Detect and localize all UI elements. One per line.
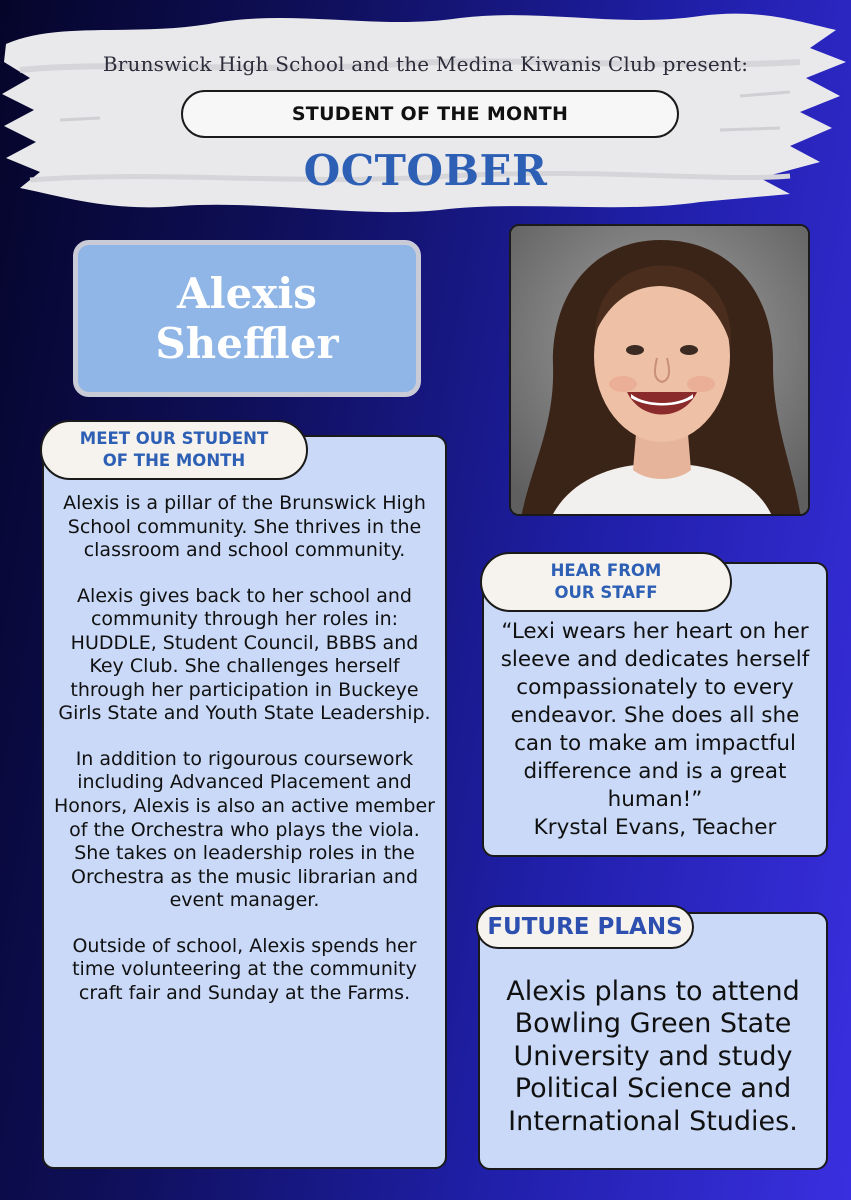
month-title: OCTOBER bbox=[303, 146, 548, 195]
staff-heading-line1: HEAR FROM bbox=[550, 560, 662, 580]
student-first-name: Alexis bbox=[177, 268, 317, 318]
award-title-pill: STUDENT OF THE MONTH bbox=[181, 90, 679, 138]
future-plans-text: Alexis plans to attend Bowling Green State University and study Political Science and International Studies. bbox=[506, 976, 800, 1137]
student-last-name: Sheffler bbox=[155, 318, 339, 368]
meet-paragraph-3: In addition to rigourous coursework including Advanced Placement and Honors, Alexis is also an active member of the Orchestra who plays the viola. She takes on leadership roles in the Orchestra as the music librarian and event manager. bbox=[54, 747, 435, 912]
presenter-line: Brunswick High School and the Medina Kiwanis Club present: bbox=[102, 52, 749, 76]
student-name-box bbox=[73, 240, 421, 397]
meet-heading-line2: OF THE MONTH bbox=[102, 451, 246, 470]
meet-paragraph-2: Alexis gives back to her school and community through her roles in: HUDDLE, Student Council, BBBS and Key Club. She challenges herself through her participation in Buckeye Girls State and Youth State Leadership. bbox=[58, 584, 431, 725]
meet-paragraph-1: Alexis is a pillar of the Brunswick High School community. She thrives in the classroom and school community. bbox=[63, 492, 426, 562]
portrait-illustration bbox=[511, 226, 810, 516]
staff-quote-text bbox=[490, 618, 820, 842]
meet-paragraph-4: Outside of school, Alexis spends her time volunteering at the community craft fair and Sunday at the Farms. bbox=[72, 934, 417, 1004]
student-photo bbox=[509, 224, 810, 516]
staff-heading bbox=[480, 552, 732, 612]
staff-heading-line2: OUR STAFF bbox=[554, 583, 658, 602]
staff-quote: “Lexi wears her heart on her sleeve and dedicates herself compassionately to every endeavor. She does all she can to make am impactful difference and is a great human!” bbox=[500, 619, 810, 812]
meet-student-heading bbox=[40, 420, 308, 480]
meet-heading-line1: MEET OUR STUDENT bbox=[79, 428, 269, 448]
future-plans-heading: FUTURE PLANS bbox=[476, 905, 694, 949]
meet-student-text bbox=[52, 492, 437, 1027]
staff-attribution: Krystal Evans, Teacher bbox=[533, 814, 777, 840]
